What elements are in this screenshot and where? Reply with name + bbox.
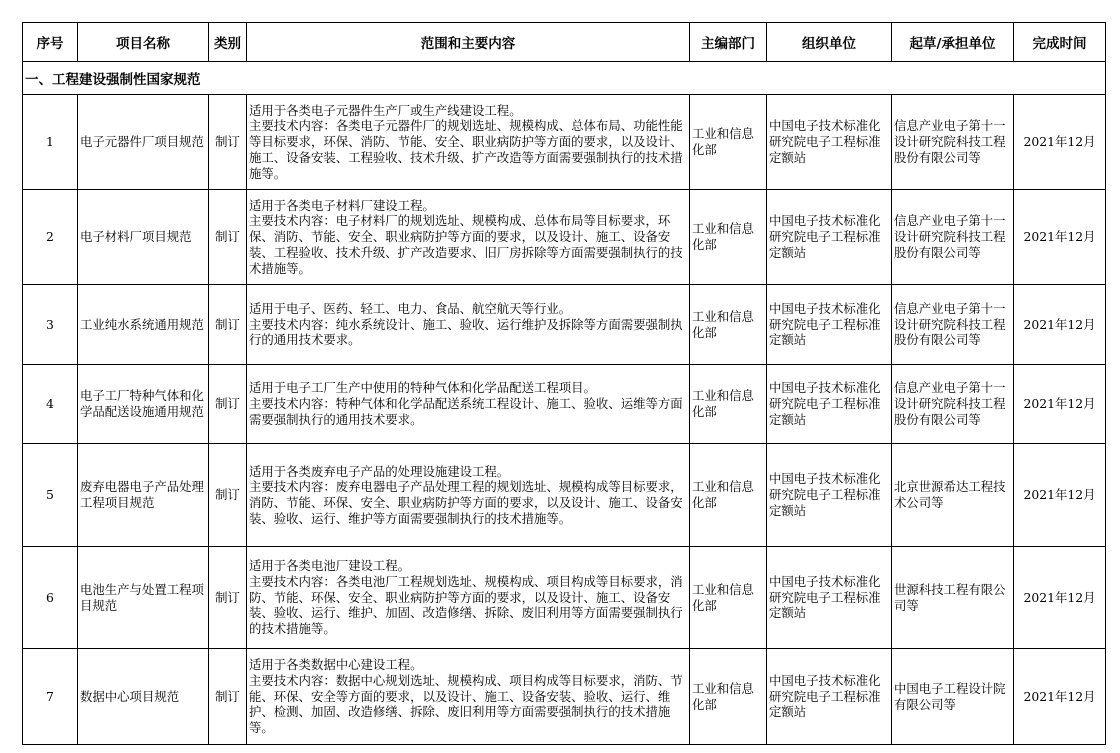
row-name: 废弃电器电子产品处理工程项目规范 [78,444,209,547]
scope-content: 主要技术内容：纯水系统设计、施工、验收、运行维护及拆除等方面需要强制执行的通用技术要求。 [249,316,683,348]
scope-applies: 适用于各类数据中心建设工程。 [249,657,423,673]
row-no: 1 [23,95,78,190]
row-no: 2 [23,190,78,285]
scope-content: 主要技术内容：电子材料厂的规划选址、规模构成、总体布局等目标要求，环保、消防、节能、安全、职业病防护等方面的要求，以及设计、施工、设备安装、工程验收、技术升级、扩产改造要求、旧厂房拆除等方面需要强制执行的技术措施等。 [249,213,683,276]
row-category: 制订 [209,365,247,444]
row-org: 中国电子技术标准化研究院电子工程标准定额站 [767,95,892,190]
scope-content: 主要技术内容：各类电池厂工程规划选址、规模构成、项目构成等目标要求，消防、节能、环保、安全、职业病防护等方面的要求，以及设计、施工、设备安装、验收、运行、维护、加固、改造修缮、拆除、废旧利用等方面需要强制执行的技术措施等。 [249,573,683,637]
row-drafter: 信息产业电子第十一设计研究院科技工程股份有限公司等 [892,365,1014,444]
scope-content: 主要技术内容：数据中心规划选址、规模构成、项目构成等目标要求，消防、节能、环保、安全等方面的要求，以及设计、施工、设备安装、验收、运行、维护、检测、加固、改造修缮、拆除、废旧利用等方面需要强制执行的技术措施等。 [249,672,683,736]
row-dept: 工业和信息化部 [690,547,767,649]
row-name: 电子材料厂项目规范 [78,190,209,285]
row-category: 制订 [209,95,247,190]
row-scope [247,190,690,285]
row-drafter: 中国电子工程设计院有限公司等 [892,649,1014,745]
header-no: 序号 [23,23,78,62]
row-drafter: 世源科技工程有限公司等 [892,547,1014,649]
row-drafter: 信息产业电子第十一设计研究院科技工程股份有限公司等 [892,285,1014,365]
row-time: 2021年12月 [1014,190,1106,285]
row-no: 7 [23,649,78,745]
table-row [23,649,1106,745]
header-name: 项目名称 [78,23,209,62]
row-time: 2021年12月 [1014,95,1106,190]
scope-applies: 适用于电子工厂生产中使用的特种气体和化学品配送工程项目。 [249,380,596,396]
row-dept: 工业和信息化部 [690,190,767,285]
row-dept: 工业和信息化部 [690,444,767,547]
row-org: 中国电子技术标准化研究院电子工程标准定额站 [767,547,892,649]
table-row [23,444,1106,547]
table-row [23,547,1106,649]
row-scope [247,649,690,745]
section-row [23,62,1106,95]
row-name: 电子元器件厂项目规范 [78,95,209,190]
scope-content: 主要技术内容：废弃电器电子产品处理工程的规划选址、规模构成等目标要求，消防、节能、环保、安全、职业病防护等方面的要求，以及设计、施工、设备安装、验收、运行、维护等方面需要强制执行的技术措施等。 [249,479,683,526]
row-scope [247,365,690,444]
row-name: 电子工厂特种气体和化学品配送设施通用规范 [78,365,209,444]
scope-applies: 适用于各类电子元器件生产厂或生产线建设工程。 [249,102,522,118]
row-name: 数据中心项目规范 [78,649,209,745]
row-scope [247,285,690,365]
header-row [23,23,1106,62]
scope-applies: 适用于电子、医药、轻工、电力、食品、航空航天等行业。 [249,300,572,316]
row-org: 中国电子技术标准化研究院电子工程标准定额站 [767,365,892,444]
row-category: 制订 [209,649,247,745]
row-category: 制订 [209,190,247,285]
row-time: 2021年12月 [1014,285,1106,365]
row-drafter: 信息产业电子第十一设计研究院科技工程股份有限公司等 [892,95,1014,190]
row-time: 2021年12月 [1014,547,1106,649]
row-dept: 工业和信息化部 [690,649,767,745]
row-no: 4 [23,365,78,444]
header-drafter: 起草/承担单位 [892,23,1014,62]
header-org: 组织单位 [767,23,892,62]
row-category: 制订 [209,547,247,649]
row-no: 5 [23,444,78,547]
row-dept: 工业和信息化部 [690,285,767,365]
row-no: 3 [23,285,78,365]
row-time: 2021年12月 [1014,649,1106,745]
row-category: 制订 [209,285,247,365]
row-org: 中国电子技术标准化研究院电子工程标准定额站 [767,285,892,365]
header-category: 类别 [209,23,247,62]
row-org: 中国电子技术标准化研究院电子工程标准定额站 [767,190,892,285]
row-name: 电池生产与处置工程项目规范 [78,547,209,649]
header-time: 完成时间 [1014,23,1106,62]
scope-content: 主要技术内容：各类电子元器件厂的规划选址、规模构成、总体布局、功能性能等目标要求，环保、消防、节能、安全、职业病防护等方面的要求，以及设计、施工、设备安装、工程验收、技术升级、扩产改造等方面需要强制执行的技术措施等。 [249,118,683,181]
table-row [23,365,1106,444]
table-row [23,190,1106,285]
scope-content: 主要技术内容：特种气体和化学品配送系统工程设计、施工、验收、运维等方面需要强制执行的通用技术要求。 [249,396,683,427]
scope-applies: 适用于各类废弃电子产品的处理设施建设工程。 [249,463,510,479]
row-drafter: 北京世源希达工程技术公司等 [892,444,1014,547]
row-dept: 工业和信息化部 [690,95,767,190]
row-scope [247,95,690,190]
row-time: 2021年12月 [1014,365,1106,444]
scope-applies: 适用于各类电子材料厂建设工程。 [249,197,435,213]
row-scope [247,547,690,649]
scope-applies: 适用于各类电池厂建设工程。 [249,558,411,574]
row-org: 中国电子技术标准化研究院电子工程标准定额站 [767,649,892,745]
row-scope [247,444,690,547]
row-drafter: 信息产业电子第十一设计研究院科技工程股份有限公司等 [892,190,1014,285]
row-name: 工业纯水系统通用规范 [78,285,209,365]
row-no: 6 [23,547,78,649]
table-row [23,285,1106,365]
header-scope: 范围和主要内容 [247,23,690,62]
row-category: 制订 [209,444,247,547]
header-dept: 主编部门 [690,23,767,62]
standards-table [22,22,1106,745]
section-title: 一、工程建设强制性国家规范 [23,62,1106,95]
row-org: 中国电子技术标准化研究院电子工程标准定额站 [767,444,892,547]
table-row [23,95,1106,190]
row-time: 2021年12月 [1014,444,1106,547]
row-dept: 工业和信息化部 [690,365,767,444]
